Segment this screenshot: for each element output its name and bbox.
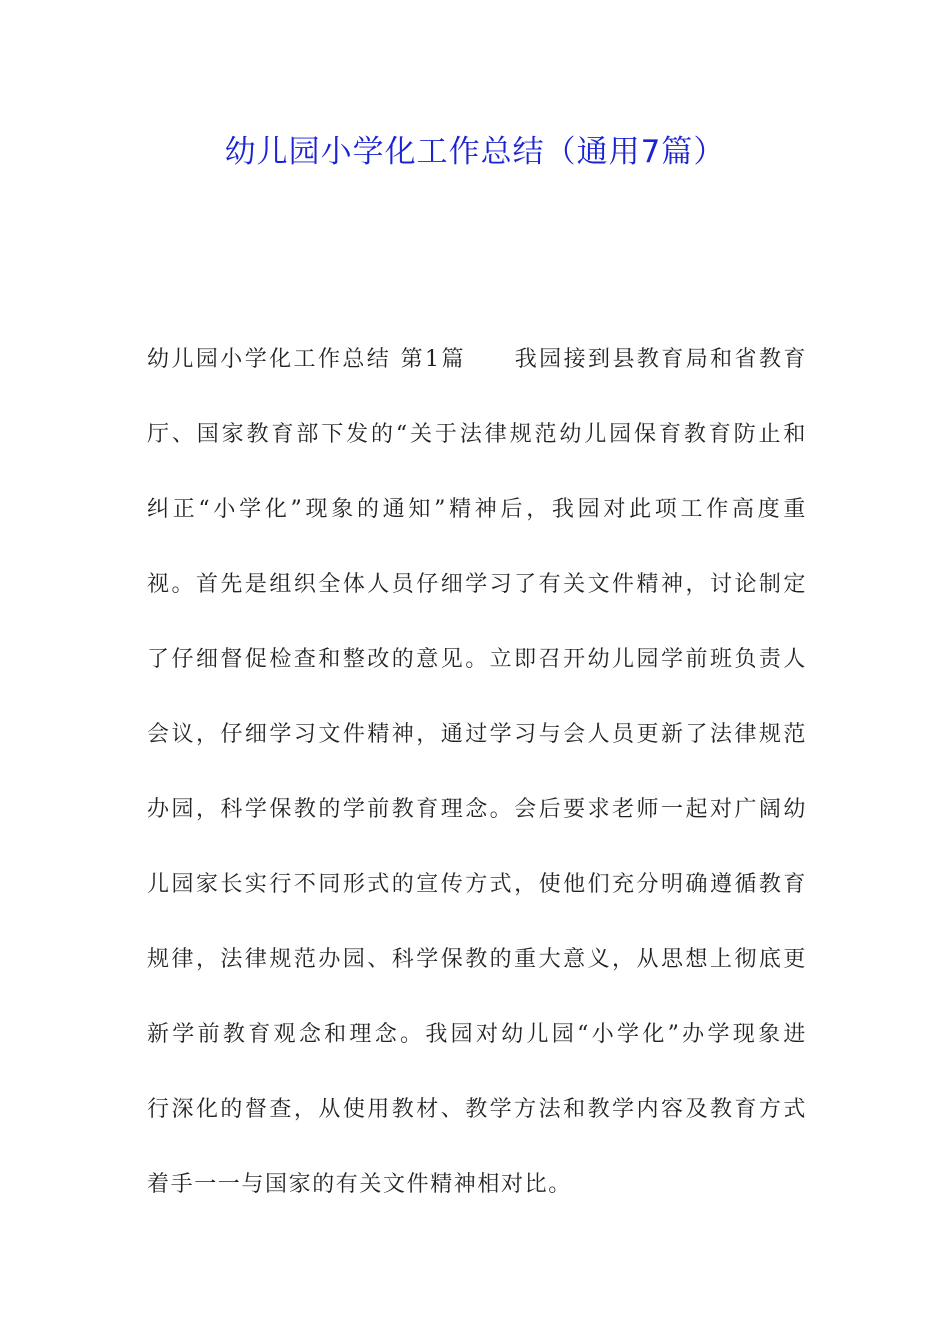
paragraph-line: 了仔细督促检查和整改的意见。立即召开幼儿园学前班负责人 xyxy=(147,647,807,672)
paragraph-line: 行深化的督查，从使用教材、教学方法和教学内容及教育方式 xyxy=(147,1097,807,1122)
paragraph-line: 厅、国家教育部下发的“关于法律规范幼儿园保育教育防止和 xyxy=(147,422,807,447)
document-title: 幼儿园小学化工作总结（通用7篇） xyxy=(224,134,726,170)
paragraph-line: 办园，科学保教的学前教育理念。会后要求老师一起对广阔幼 xyxy=(147,797,807,822)
paragraph-line: 会议，仔细学习文件精神，通过学习与会人员更新了法律规范 xyxy=(147,722,807,747)
paragraph-line: 儿园家长实行不同形式的宣传方式，使他们充分明确遵循教育 xyxy=(147,872,807,897)
paragraph-line: 规律，法律规范办园、科学保教的重大意义，从思想上彻底更 xyxy=(147,947,807,972)
paragraph-line: 视。首先是组织全体人员仔细学习了有关文件精神，讨论制定 xyxy=(147,572,807,597)
body-paragraph xyxy=(147,334,807,1234)
paragraph-line: 着手一一与国家的有关文件精神相对比。 xyxy=(147,1172,572,1197)
paragraph-line: 纠正“小学化”现象的通知”精神后，我园对此项工作高度重 xyxy=(147,497,807,522)
paragraph-line: 新学前教育观念和理念。我园对幼儿园“小学化”办学现象进 xyxy=(147,1022,807,1047)
paragraph-line: 幼儿园小学化工作总结 第1篇 我园接到县教育局和省教育 xyxy=(147,347,807,372)
